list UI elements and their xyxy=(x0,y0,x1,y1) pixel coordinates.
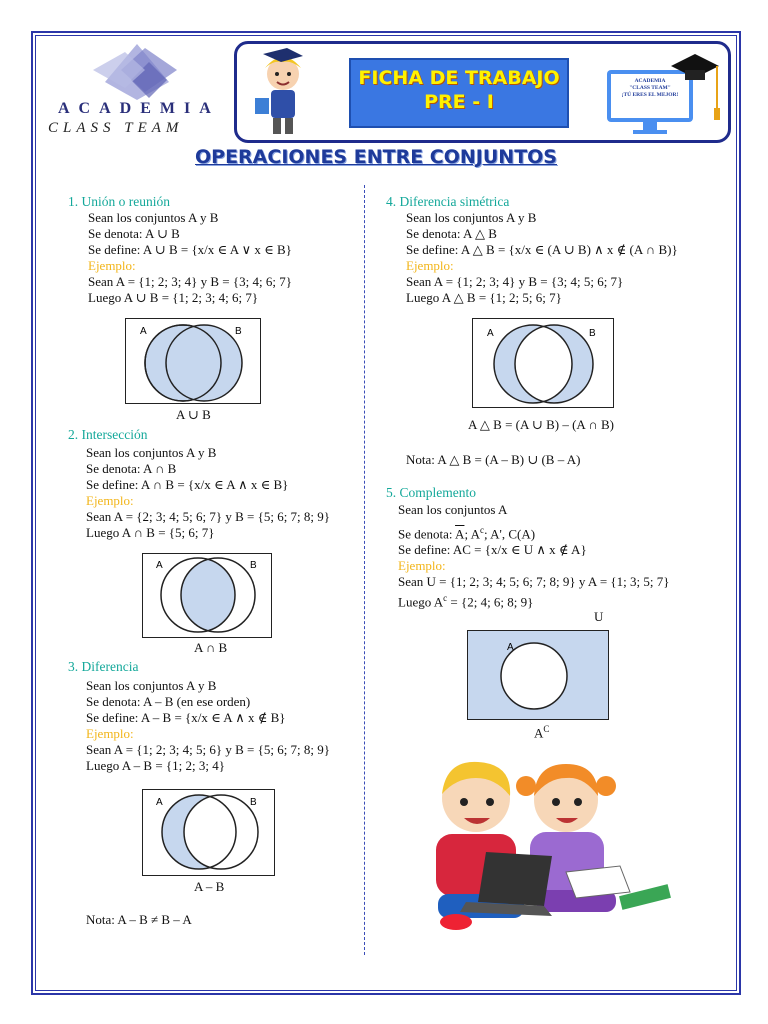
intersection-example-label: Ejemplo: xyxy=(86,493,134,508)
complement-line-5 xyxy=(398,590,669,610)
venn-label-a: A xyxy=(487,328,494,339)
academy-logo xyxy=(45,40,235,140)
union-line-4: Sean A = {1; 2; 3; 4} y B = {3; 4; 6; 7} xyxy=(88,274,292,289)
section-title-union: 1. Unión o reunión xyxy=(68,194,170,209)
logo-word: ACADEMIA xyxy=(58,100,220,117)
difference-line-4: Sean A = {1; 2; 3; 4; 5; 6} y B = {5; 6; 7; 8; 9} xyxy=(86,742,331,757)
intersection-line-5: Luego A ∩ B = {5; 6; 7} xyxy=(86,525,215,540)
venn-label-a: A xyxy=(156,797,163,808)
union-line-5: Luego A ∪ B = {1; 2; 3; 4; 6; 7} xyxy=(88,290,259,305)
difference-line-1: Sean los conjuntos A y B xyxy=(86,678,217,693)
intersection-line-1: Sean los conjuntos A y B xyxy=(86,445,217,460)
graduation-cap-icon xyxy=(667,48,723,128)
monitor-line2: "CLASS TEAM" xyxy=(629,85,671,91)
symmetric-line-5: Luego A △ B = {1; 2; 5; 6; 7} xyxy=(406,290,562,305)
symmetric-line-3: Se define: A △ B = {x/x ∈ (A ∪ B) ∧ x ∉ (A ∩ B)} xyxy=(406,242,678,257)
complement-example-label: Ejemplo: xyxy=(398,558,446,574)
intersection-line-3: Se define: A ∩ B = {x/x ∈ A ∧ x ∈ B} xyxy=(86,477,289,492)
complement-sup: c xyxy=(479,525,484,535)
venn-intersection xyxy=(142,553,272,638)
section-difference-body xyxy=(86,678,330,774)
venn-union xyxy=(125,318,261,404)
complement-line-4: Sean U = {1; 2; 3; 4; 5; 6; 7; 8; 9} y A = {1; 3; 5; 7} xyxy=(398,574,670,590)
union-line-3: Se define: A ∪ B = {x/x ∈ A ∨ x ∈ B} xyxy=(88,242,292,257)
symmetric-note: Nota: A △ B = (A – B) ∪ (B – A) xyxy=(406,452,581,467)
union-caption: A ∪ B xyxy=(176,407,211,422)
venn-label-b: B xyxy=(250,797,257,808)
section-title-symmetric-difference: 4. Diferencia simétrica xyxy=(386,194,510,209)
section-union-body xyxy=(88,210,292,306)
column-divider xyxy=(364,185,365,955)
logo-diamond-icon xyxy=(45,40,235,102)
complement-result-pre: Luego A xyxy=(398,594,444,610)
symmetric-line-4: Sean A = {1; 2; 3; 4} y B = {3; 4; 5; 6; 7} xyxy=(406,274,624,289)
complement-a: ; A xyxy=(464,526,480,542)
kids-with-laptop-illustration xyxy=(416,756,680,936)
universe-label: U xyxy=(594,609,604,624)
complement-caption xyxy=(534,724,549,741)
complement-a-bar: $\overline{A}$ xyxy=(455,526,465,542)
union-line-1: Sean los conjuntos A y B xyxy=(88,210,219,225)
difference-caption: A – B xyxy=(194,879,225,894)
complement-result-set: = {2; 4; 6; 8; 9} xyxy=(447,594,534,610)
intersection-line-2: Se denota: A ∩ B xyxy=(86,461,177,476)
difference-line-5: Luego A – B = {1; 2; 3; 4} xyxy=(86,758,225,773)
venn-label-a: A xyxy=(156,560,163,571)
monitor-line1: ACADEMIA xyxy=(634,78,666,84)
section-symmetric-body xyxy=(406,210,678,306)
union-example-label: Ejemplo: xyxy=(88,258,136,273)
complement-result-sup: c xyxy=(443,593,448,604)
worksheet-level: PRE - I xyxy=(424,91,494,113)
complement-line-1: Sean los conjuntos A xyxy=(398,502,508,517)
complement-line-3: Se define: AC = {x/x ∈ U ∧ x ∉ A} xyxy=(398,542,587,558)
logo-subtitle: CLASS TEAM xyxy=(48,120,184,136)
complement-caption-sup: C xyxy=(543,724,550,734)
venn-label-a: A xyxy=(140,326,147,337)
complement-caption-base: A xyxy=(534,725,544,741)
venn-symmetric-difference xyxy=(472,318,614,408)
complement-line-2 xyxy=(398,522,669,542)
difference-line-3: Se define: A – B = {x/x ∈ A ∧ x ∉ B} xyxy=(86,710,286,725)
section-title-complement: 5. Complemento xyxy=(386,485,476,500)
symmetric-line-1: Sean los conjuntos A y B xyxy=(406,210,537,225)
monitor-line3: ¡TÚ ERES EL MEJOR! xyxy=(621,92,679,98)
symmetric-caption: A △ B = (A ∪ B) – (A ∩ B) xyxy=(468,417,614,432)
venn-label-b: B xyxy=(235,326,242,337)
section-title-intersection: 2. Intersección xyxy=(68,427,148,442)
intersection-line-4: Sean A = {2; 3; 4; 5; 6; 7} y B = {5; 6; 7; 8; 9} xyxy=(86,509,331,524)
worksheet-title-box xyxy=(349,58,569,128)
intersection-caption: A ∩ B xyxy=(194,640,228,655)
difference-example-label: Ejemplo: xyxy=(86,726,134,741)
student-boy-icon xyxy=(243,46,323,138)
complement-denote-label: Se denota: xyxy=(398,526,456,542)
venn-difference xyxy=(142,789,275,876)
union-line-2: Se denota: A ∪ B xyxy=(88,226,180,241)
difference-note: Nota: A – B ≠ B – A xyxy=(86,912,192,927)
section-title-difference: 3. Diferencia xyxy=(68,659,139,674)
page-title: OPERACIONES ENTRE CONJUNTOS xyxy=(195,146,557,168)
venn-complement xyxy=(467,630,609,720)
worksheet-title: FICHA DE TRABAJO xyxy=(358,67,560,89)
difference-line-2: Se denota: A – B (en ese orden) xyxy=(86,694,251,709)
header-banner xyxy=(234,41,731,143)
complement-denote-tail: ; A', C(A) xyxy=(483,526,536,542)
section-intersection-body xyxy=(86,445,330,541)
symmetric-line-2: Se denota: A △ B xyxy=(406,226,497,241)
venn-label-b: B xyxy=(589,328,596,339)
section-complement-body xyxy=(398,502,669,611)
venn-label-a: A xyxy=(507,642,514,653)
symmetric-example-label: Ejemplo: xyxy=(406,258,454,273)
venn-label-b: B xyxy=(250,560,257,571)
